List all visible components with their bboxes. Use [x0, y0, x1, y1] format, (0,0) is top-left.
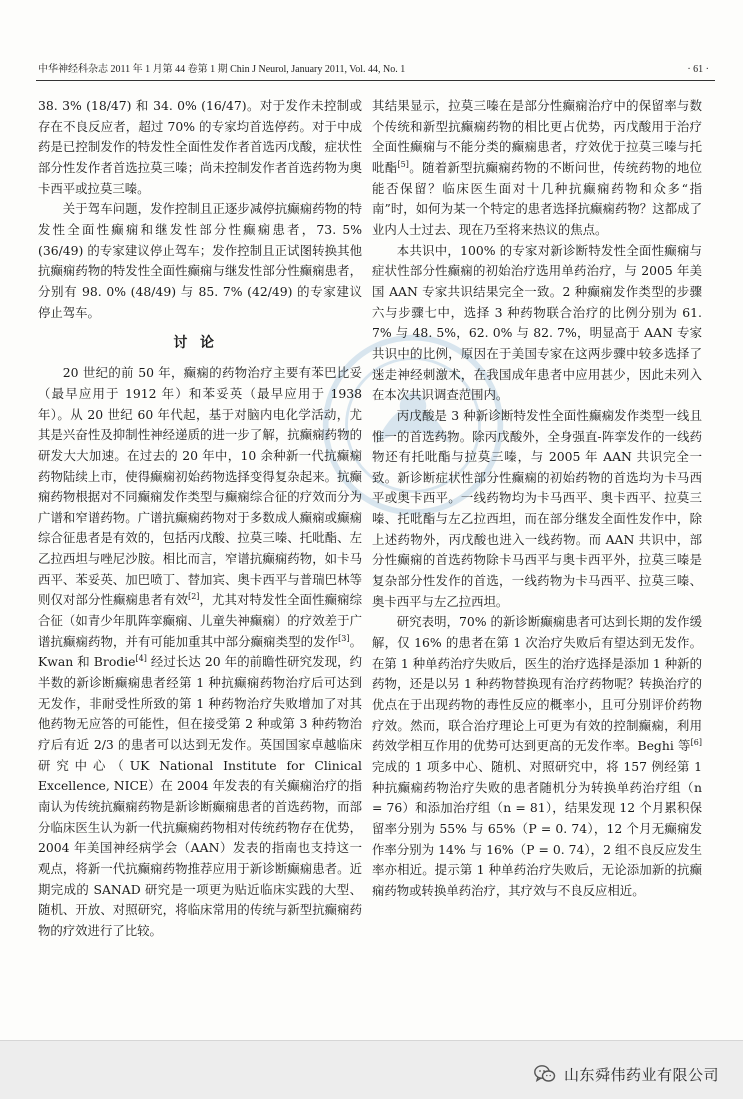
paragraph: 38. 3% (18/47) 和 34. 0% (16/47)。对于发作未控制或存在不良反应者，超过 70% 的专家均首选停药。对于中成药是已控制发作的特发性全面性发作者首选丙戊酸，症状性部分性发作者首选拉莫三嗪；尚未控制发作者首选药物为奥卡西平或拉莫三嗪。	[38, 98, 362, 196]
wechat-icon	[534, 1064, 556, 1084]
text-run: 完成的 1 项多中心、随机、对照研究中，将 157 例经第 1 种抗癫痫药物治疗失败的患者随机分为转换单药治疗组（n = 76）和添加治疗组（n = 81），结果发现 12 个月累积保留率分别为 55% 与 65%（P = 0. 74），12 个月无癫痫发作率分别为 14% 与 16%（P = 0. 74），2 组不良反应发生率亦相近。提示第 1 种单药治疗失败后，无论添加新的抗癫痫药物或转换单药治疗，其疗效与不良反应相近。	[372, 759, 702, 898]
text-run: 其结果显示，拉莫三嗪在是部分性癫痫治疗中的保留率与数个传统和新型抗癫痫药物的相比更占优势，丙戊酸用于治疗全面性癫痫与不能分类的癫痫患者，疗效优于拉莫三嗪与托吡酯	[372, 98, 702, 175]
header-rule	[36, 80, 715, 81]
text-run: 经过长达 20 年的前瞻性研究发现，约半数的新诊断癫痫患者经第 1 种抗癫痫药物治疗后可达到无发作，非耐受性所致的第 1 种药物治疗失败增加了对其他药物无应答的可能性，但在接受第 2 种或第 3 种药物治疗后有近 2/3 的患者可以达到无发作。英国国家卓越临床研究中心（UK National Institute for Clinical Excellence, NICE）在 2004 年发表的有关癫痫治疗的指南认为传统抗癫痫药物是新诊断癫痫患者的首选药物，而部分临床医生认为新一代抗癫痫药物相对传统药物存在优势，2004 年美国神经病学会（AAN）发表的指南也支持这一观点，将新一代抗癫痫药物推荐应用于新诊断癫痫患者。近期完成的 SANAD 研究是一项更为贴近临床实践的大型、随机、开放、对照研究，将临床常用的传统与新型抗癫痫药物的疗效进行了比较。	[38, 654, 362, 938]
citation-ref[interactable]: [5]	[397, 159, 409, 169]
left-column	[38, 96, 362, 942]
page-number: · 61 ·	[687, 64, 709, 75]
text-run: 。随着新型抗癫痫药物的不断问世，传统药物的地位能否保留？临床医生面对十几种抗癫痫药物和众多“指南”时，如何为某一个特定的患者选择抗癫痫药物？这都成了业内人士过去、现在乃至将来热议的焦点。	[372, 159, 703, 237]
wechat-account-badge[interactable]	[534, 1063, 719, 1085]
citation-ref[interactable]: [3]	[338, 633, 350, 643]
running-head	[38, 62, 715, 78]
right-column	[372, 96, 702, 902]
account-name: 山东舜伟药业有限公司	[563, 1065, 719, 1084]
paragraph	[38, 363, 362, 941]
text-run: ，尤其对特发性全面性癫痫综合征（如青少年肌阵挛癫痫、儿童失神癫痫）的疗效差于广谱抗癫痫药物，并有可能加重其中部分癫痫类型的发作	[38, 592, 363, 649]
text-run: 20 世纪的前 50 年，癫痫的药物治疗主要有苯巴比妥（最早应用于 1912 年）和苯妥英（最早应用于 1938 年）。从 20 世纪 60 年代起，基于对脑内电化学活动，尤其是兴奋性及抑制性神经递质的进一步了解，抗癫痫药物的研发大大加速。在过去的 20 年中，10 余种新一代抗癫痫药物陆续上市，使得癫痫初始药物选择变得复杂起来。抗癫痫药物根据对不同癫痫发作类型与癫痫综合征的疗效而分为广谱和窄谱药物。广谱抗癫痫药物对于多数成人癫痫或癫痫综合征患者是有效的，包括丙戊酸、拉莫三嗪、托吡酯、左乙拉西坦与唑尼沙胺。相比而言，窄谱抗癫痫药物，如卡马西平、苯妥英、加巴喷丁、替加宾、奥卡西平与普瑞巴林等则仅对部分性癫痫患者有效	[38, 365, 362, 608]
paragraph	[372, 612, 702, 901]
citation-ref[interactable]: [6]	[690, 738, 702, 748]
journal-citation: 中华神经科杂志 2011 年 1 月第 44 卷第 1 期 Chin J Neurol, January 2011, Vol. 44, No. 1	[38, 64, 406, 75]
paragraph	[372, 96, 702, 241]
citation-ref[interactable]: [2]	[188, 592, 200, 602]
text-run: 。Kwan 和 Brodie	[38, 633, 363, 670]
paragraph: 本共识中，100% 的专家对新诊断特发性全面性癫痫与症状性部分性癫痫的初始治疗选用单药治疗，与 2005 年美国 AAN 专家共识结果完全一致。2 种癫痫发作类型的步骤六与步骤七中，选择 3 种药物联合治疗的比例分别为 61. 7% 与 48. 5%，62. 0% 与 82. 7%，明显高于 AAN 专家共识中的比例，原因在于美国专家在这两步骤中较多选择了迷走神经刺激术，在我国成年患者中应用甚少，因此未列入在本次共识调查范围内。	[372, 242, 702, 403]
text-run: 研究表明，70% 的新诊断癫痫患者可达到长期的发作缓解，仅 16% 的患者在第 1 次治疗失败后有望达到无发作。在第 1 种单药治疗失败后，医生的治疗选择是添加 1 种新的药物，还是以另 1 种药物替换现有治疗药物呢？转换治疗的优点在于出现药物的毒性反应的概率小，且可分别评价药物疗效。然而，联合治疗理论上可更为有效的控制癫痫，利用药效学相互作用的优势可达到更高的无发作率。Beghi 等	[372, 614, 702, 754]
section-heading-discussion: 讨论	[173, 335, 227, 352]
footer-band	[0, 1040, 743, 1099]
paragraph: 丙戊酸是 3 种新诊断特发性全面性癫痫发作类型一线且惟一的首选药物。除丙戊酸外，全身强直-阵挛发作的一线药物还有托吡酯与拉莫三嗪，与 2005 年 AAN 共识完全一致。新诊断症状性部分性癫痫的初始药物的首选均为卡马西平或奥卡西平。一线药物均为卡马西平、奥卡西平、拉莫三嗪、托吡酯与左乙拉西坦，而在部分继发全面性发作中，除上述药物外，丙戊酸也进入一线药物。而 AAN 共识中，部分性癫痫的首选药物除卡马西平与奥卡西平外，拉莫三嗪是复杂部分性发作的首选，一线药物为卡马西平、拉莫三嗪、奥卡西平与左乙拉西坦。	[372, 407, 702, 609]
paragraph: 关于驾车问题，发作控制且正逐步减停抗癫痫药物的特发性全面性癫痫和继发性部分性癫痫患者，73. 5% (36/49) 的专家建议停止驾车；发作控制且正试图转换其他抗癫痫药物的特发性全面性癫痫与继发性部分性癫痫患者，分别有 98. 0% (48/49) 与 85. 7% (42/49) 的专家建议停止驾车。	[38, 201, 362, 320]
citation-ref[interactable]: [4]	[135, 654, 147, 664]
